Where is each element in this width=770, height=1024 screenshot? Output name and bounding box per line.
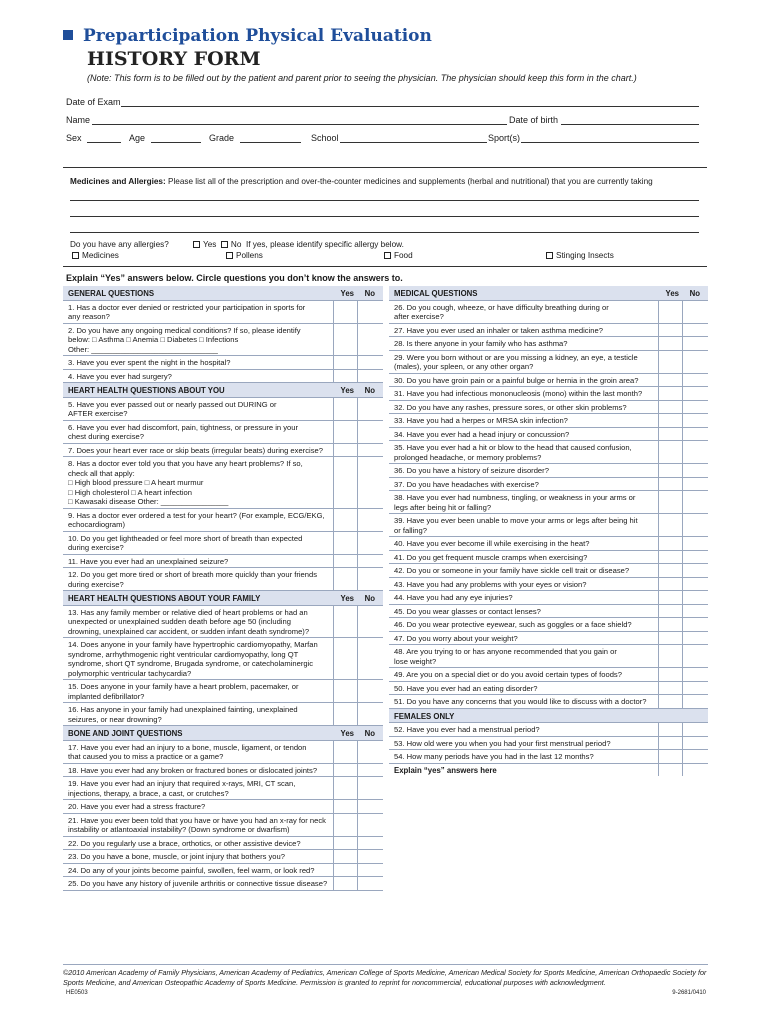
question-row [389,514,708,537]
question-text: 3. Have you ever spent the night in the hospital? [68,358,231,367]
section-header-label: FEMALES ONLY [394,711,455,721]
section-header-label: BONE AND JOINT QUESTIONS [68,729,183,738]
question-row [63,398,383,421]
question-text: 52. Have you ever had a menstrual period? [394,725,540,734]
form-title [63,26,432,46]
question-text: 40. Have you ever become ill while exercising in the heat? [394,539,590,548]
form-code-left: HE0503 [66,990,88,996]
question-text: 31. Have you had infectious mononucleosis (mono) within the last month? [394,389,643,398]
question-row [389,682,708,696]
question-row [63,444,383,458]
allergies-question: Do you have any allergies? [70,240,169,249]
question-row [389,750,708,764]
question-text: 44. Have you had any eye injuries? [394,593,513,602]
question-row [389,695,708,709]
question-row [63,421,383,444]
question-row [389,428,708,442]
question-row [389,324,708,338]
yes-column-header: Yes [340,289,354,298]
left-question-column [63,286,383,891]
question-text: 24. Do any of your joints become painful, swollen, feel warm, or look red? [68,865,315,875]
question-text: 17. Have you ever had an injury to a bone, muscle, ligament, or tendon that caused you to miss a practice or a game? [68,742,307,761]
question-text: 25. Do you have any history of juvenile arthritis or connective tissue disease? [68,879,328,888]
question-row [63,370,383,384]
age-field[interactable] [151,142,201,143]
question-text: 49. Are you on a special diet or do you avoid certain types of foods? [394,670,622,679]
question-text: 15. Does anyone in your family have a heart problem, pacemaker, or implanted defibrillator? [68,682,299,701]
question-row [63,703,383,726]
question-text: 39. Have you ever been unable to move your arms or legs after being hit or falling? [394,516,638,535]
medicines-checkbox[interactable] [72,252,79,259]
section-header-label: HEART HEALTH QUESTIONS ABOUT YOU [68,386,225,395]
section-header [63,383,383,398]
allergies-yes-no [193,240,404,249]
section-header-label: HEART HEALTH QUESTIONS ABOUT YOUR FAMILY [68,594,261,603]
question-text: 7. Does your heart ever race or skip beats (irregular beats) during exercise? [68,445,323,455]
question-text: 13. Has any family member or relative died of heart problems or had an unexpected or unexplained sudden death before age 50 (including drowning, unexplained car accident, or sudden infant death syndrome)? [68,607,310,636]
question-text: 46. Do you wear protective eyewear, such as goggles or a face shield? [394,620,632,629]
question-row [63,764,383,778]
no-column-header: No [364,289,375,298]
question-row [63,638,383,680]
allergy-pollens-label: Pollens [236,251,263,260]
question-text: 19. Have you ever had an injury that required x-rays, MRI, CT scan, injections, therapy, a brace, a cast, or crutches? [68,779,296,798]
school-label: School [311,133,339,143]
question-row [389,464,708,478]
question-row [63,568,383,591]
question-row [63,741,383,764]
question-row [63,680,383,703]
copyright-footer: ©2010 American Academy of Family Physicians, American Academy of Pediatrics, American College of Sports Medicine, American Medical Society for Sports Medicine, American Orthopaedic Society for Sports Medicine, and American Osteopathic Academy of Sports Medicine. Permission is granted to reprint for noncommercial, educational purposes with acknowledgment. [63,964,708,988]
question-row [389,478,708,492]
date-of-birth-field[interactable] [561,124,699,125]
allergies-yes-label: Yes [203,240,217,249]
question-text: 23. Do you have a bone, muscle, or joint injury that bothers you? [68,852,285,861]
question-row [63,850,383,864]
question-text: 30. Do you have groin pain or a painful bulge or hernia in the groin area? [394,375,639,385]
sex-field[interactable] [87,142,121,143]
question-text: 18. Have you ever had any broken or fractured bones or dislocated joints? [68,765,318,775]
question-row [389,632,708,646]
question-row [63,800,383,814]
no-column-header: No [364,729,375,738]
question-row [389,591,708,605]
name-field[interactable] [92,124,507,125]
question-row [389,414,708,428]
question-text: 5. Have you ever passed out or nearly passed out DURING or AFTER exercise? [68,399,277,418]
question-text: 45. Do you wear glasses or contact lenses? [394,606,541,616]
allergy-medicines [72,251,119,260]
right-question-column [389,286,708,776]
question-row [389,605,708,619]
age-label: Age [129,133,146,143]
allergy-food [384,251,413,260]
date-of-birth-label: Date of birth [509,115,559,125]
question-text: 29. Were you born without or are you missing a kidney, an eye, a testicle (males), your spleen, or any other organ? [394,352,638,371]
section-header [63,726,383,741]
question-row [63,324,383,357]
school-field[interactable] [340,142,487,143]
question-text: 32. Do you have any rashes, pressure sores, or other skin problems? [394,402,627,412]
question-row [389,537,708,551]
date-of-exam-label: Date of Exam [66,97,121,107]
question-text: 21. Have you ever been told that you have or have you had an x-ray for neck instability or atlantoaxial instability? (Down syndrome or dwarfism) [68,815,326,834]
question-text: 2. Do you have any ongoing medical conditions? If so, please identify below: □ Asthma □ Anemia □ Diabetes □ Infections Other: ______________________________ [68,325,301,354]
question-text: 10. Do you get lightheaded or feel more short of breath than expected during exercise? [68,533,303,552]
question-row [389,337,708,351]
allergies-yes-checkbox[interactable] [193,241,200,248]
insects-checkbox[interactable] [546,252,553,259]
medicines-instructions [70,177,653,186]
question-row [389,441,708,464]
question-text: 41. Do you get frequent muscle cramps when exercising? [394,552,588,562]
question-text: 48. Are you trying to or has anyone recommended that you gain or lose weight? [394,647,617,666]
question-text: 20. Have you ever had a stress fracture? [68,802,206,811]
sports-label: Sport(s) [488,133,521,143]
yes-column-header: Yes [665,289,679,298]
question-text: 28. Is there anyone in your family who has asthma? [394,339,568,348]
date-of-exam-field[interactable] [121,106,699,107]
medicines-line-3[interactable] [70,232,699,233]
question-text: 36. Do you have a history of seizure disorder? [394,466,549,475]
question-text: 22. Do you regularly use a brace, orthotics, or other assistive device? [68,838,301,848]
question-text: 9. Has a doctor ever ordered a test for your heart? (For example, ECG/EKG, echocardiogram) [68,510,325,529]
question-row [63,606,383,639]
question-text: 37. Do you have headaches with exercise? [394,479,539,489]
question-text: 53. How old were you when you had your first menstrual period? [394,738,611,748]
yes-column-header: Yes [340,386,354,395]
no-column-header: No [364,594,375,603]
question-text: 34. Have you ever had a head injury or concussion? [394,429,570,439]
question-row [63,837,383,851]
explain-yes-label [389,764,708,777]
no-column-header: No [689,289,700,298]
question-row [389,551,708,565]
form-note: (Note: This form is to be filled out by the patient and parent prior to seeing the physician. The physician should keep this form in the chart.) [87,73,637,83]
medicines-line-1[interactable] [70,200,699,201]
medicines-text: Please list all of the prescription and over-the-counter medicines and supplements (herbal and nutritional) that you are currently taking [167,177,653,186]
explain-instructions: Explain “Yes” answers below. Circle questions you don’t know the answers to. [66,273,403,283]
question-row [63,509,383,532]
medicines-line-2[interactable] [70,216,699,217]
question-row [389,374,708,388]
question-row [389,578,708,592]
question-text: 8. Has a doctor ever told you that you have any heart problems? If so, check all that apply: □ High blood pressure □ A heart murmur □ High cholesterol □ A heart infection □ Kawasaki disease Other: ________________ [68,459,303,506]
allergy-insects [546,251,614,260]
question-row [389,491,708,514]
square-bullet-icon [63,30,73,40]
question-text: 43. Have you had any problems with your eyes or vision? [394,579,587,589]
question-row [63,864,383,878]
question-text: 12. Do you get more tired or short of breath more quickly than your friends during exercise? [68,570,318,589]
sports-field[interactable] [521,142,699,143]
grade-label: Grade [209,133,235,143]
form-title-text: Preparticipation Physical Evaluation [83,26,432,46]
allergies-no-label: No [230,240,242,249]
grade-field[interactable] [240,142,301,143]
question-text: 6. Have you ever had discomfort, pain, tightness, or pressure in your chest during exercise? [68,422,299,441]
medicines-label: Medicines and Allergies: [70,177,166,186]
form-code-right: 9-2681/0410 [672,990,706,996]
section-header [63,286,383,301]
section-header [389,286,708,301]
question-row [389,387,708,401]
question-row [63,555,383,569]
sex-label: Sex [66,133,82,143]
form-subtitle: HISTORY FORM [87,48,261,70]
question-text: 42. Do you or someone in your family have sickle cell trait or disease? [394,566,630,575]
section-header [63,591,383,606]
question-row [389,668,708,682]
no-column-header: No [364,386,375,395]
section-header-label: MEDICAL QUESTIONS [394,289,478,298]
yes-column-header: Yes [340,729,354,738]
section-header-label: GENERAL QUESTIONS [68,289,155,298]
question-row [389,618,708,632]
question-row [63,532,383,555]
allergies-if-yes: If yes, please identify specific allergy below. [245,240,404,249]
question-text: 4. Have you ever had surgery? [68,371,172,381]
question-text: 14. Does anyone in your family have hypertrophic cardiomyopathy, Marfan syndrome, arrhythmogenic right ventricular cardiomyopathy, long QT syndrome, short QT syndrome, Brugada syndrome, or catecholaminergic polymorphic ventricular tachycardia? [68,640,318,678]
allergy-insects-label: Stinging Insects [556,251,614,260]
section-header [389,709,708,724]
allergy-medicines-label: Medicines [82,251,119,260]
question-row [389,645,708,668]
explain-yes-text: Explain “yes” answers here [394,765,497,775]
question-row [63,777,383,800]
question-row [389,723,708,737]
food-checkbox[interactable] [384,252,391,259]
question-text: 26. Do you cough, wheeze, or have difficulty breathing during or after exercise? [394,302,609,321]
question-text: 50. Have you ever had an eating disorder? [394,683,538,693]
question-text: 27. Have you ever used an inhaler or taken asthma medicine? [394,325,603,335]
question-row [389,737,708,751]
pollens-checkbox[interactable] [226,252,233,259]
question-text: 16. Has anyone in your family had unexplained fainting, unexplained seizures, or near drowning? [68,705,298,724]
question-row [63,457,383,509]
question-row [389,564,708,578]
question-text: 51. Do you have any concerns that you would like to discuss with a doctor? [394,697,647,706]
allergies-no-checkbox[interactable] [221,241,228,248]
yes-column-header: Yes [340,594,354,603]
allergy-pollens [226,251,263,260]
question-row [389,351,708,374]
question-text: 11. Have you ever had an unexplained seizure? [68,556,229,566]
question-text: 1. Has a doctor ever denied or restricted your participation in sports for any reason? [68,302,306,321]
question-text: 35. Have you ever had a hit or blow to the head that caused confusion, prolonged headache, or memory problems? [394,443,632,462]
question-text: 54. How many periods have you had in the last 12 months? [394,752,594,761]
name-label: Name [66,115,91,125]
question-text: 33. Have you had a herpes or MRSA skin infection? [394,416,568,425]
question-row [389,401,708,415]
question-row [63,877,383,891]
question-text: 38. Have you ever had numbness, tingling, or weakness in your arms or legs after being hit or falling? [394,493,636,512]
question-text: 47. Do you worry about your weight? [394,633,518,643]
question-row [63,356,383,370]
allergy-food-label: Food [394,251,413,260]
question-row [63,301,383,324]
question-row [63,814,383,837]
question-row [389,301,708,324]
